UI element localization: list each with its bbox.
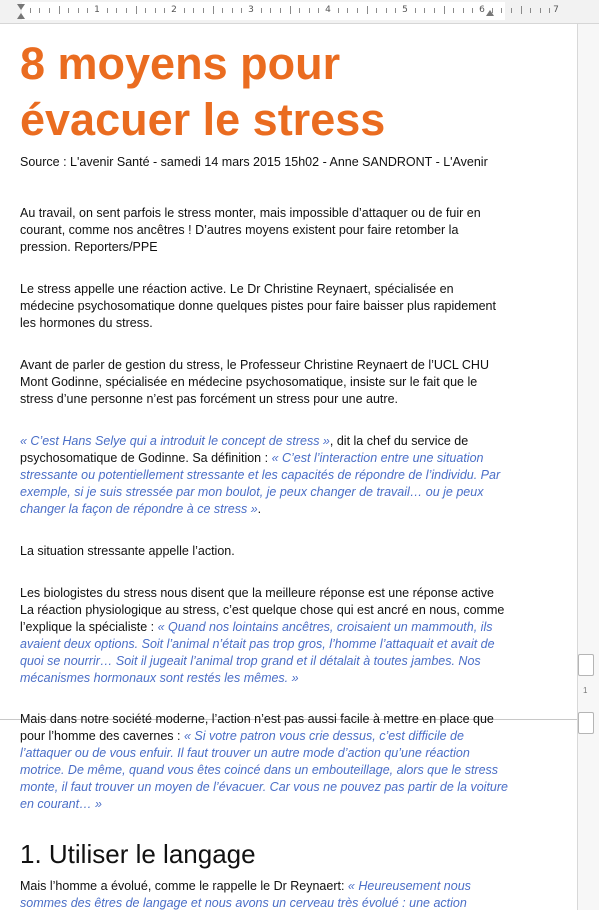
ruler-tick — [107, 8, 108, 13]
ruler-tick — [530, 8, 531, 13]
ruler-tick — [116, 8, 117, 13]
ruler-tick — [424, 8, 425, 13]
ruler-tick — [395, 8, 396, 13]
ruler-tick — [540, 8, 541, 13]
ruler-tick — [30, 8, 31, 13]
ruler-tick — [463, 8, 464, 13]
ruler-tick — [193, 8, 194, 13]
ruler-tick — [434, 8, 435, 13]
ruler-tick — [299, 8, 300, 13]
ruler-tick — [549, 8, 550, 13]
document-body[interactable] — [20, 36, 510, 910]
ruler-tick — [280, 8, 281, 13]
ruler-tick — [261, 8, 262, 13]
ruler-tick — [386, 8, 387, 13]
ruler-tick — [309, 8, 310, 13]
ruler-number: 4 — [325, 5, 331, 15]
ruler-tick — [501, 8, 502, 13]
right-gutter — [577, 24, 599, 910]
ruler-tick — [39, 8, 40, 13]
ruler-tick — [213, 6, 214, 14]
left-indent-marker[interactable] — [17, 13, 25, 19]
paragraph — [20, 433, 510, 518]
page-number: 1 — [583, 686, 588, 695]
first-line-indent-marker[interactable] — [17, 4, 25, 10]
paragraph-text: Mais dans notre société moderne, l’action n’est pas aussi facile à mettre en place que pour l’homme des cavernes : — [20, 712, 494, 743]
ruler-tick — [453, 8, 454, 13]
ruler-tick — [68, 8, 69, 13]
horizontal-ruler[interactable] — [0, 0, 599, 24]
paragraph-text: Les biologistes du stress nous disent que la meilleure réponse est une réponse active La réaction physiologique au stress, c’est quelque chose qui est ancré en nous, comme l’explique la spécialiste : — [20, 586, 505, 634]
ruler-number: 6 — [479, 5, 485, 15]
ruler-tick — [511, 8, 512, 13]
paragraph-text: , dit la chef du service de psychosomatique de Godinne. Sa définition : — [20, 434, 469, 465]
ruler-tick — [472, 8, 473, 13]
ruler-tick — [444, 6, 445, 14]
quote-text: « Quand nos lointains ancêtres, croisaient un mammouth, ils avaient deux options. Soit l’animal n’était pas trop gros, l’homme l’attaquait et avait de quoi se nourrir… Soit il jugeait l’animal trop grand et il détalait à toutes jambes. Nos mécanismes hormonaux sont restés les mêmes. » — [20, 620, 495, 685]
ruler-tick — [126, 8, 127, 13]
comment-marker[interactable] — [578, 712, 594, 734]
ruler-tick — [136, 6, 137, 14]
paragraph: Le stress appelle une réaction active. Le Dr Christine Reynaert, spécialisée en médecine psychosomatique donne quelques pistes pour faire baisser plus rapidement les hormones du stress. — [20, 282, 496, 330]
ruler-tick — [155, 8, 156, 13]
ruler-tick — [232, 8, 233, 13]
ruler-tick — [78, 8, 79, 13]
paragraph-text: . — [257, 502, 262, 516]
paragraph — [20, 711, 510, 813]
quote-text: « C’est Hans Selye qui a introduit le concept de stress » — [20, 434, 330, 448]
ruler-tick — [357, 8, 358, 13]
quote-text: « Si votre patron vous crie dessus, c’est difficile de l’attaquer ou de vous enfuir. Il faut trouver un autre mode d’action qu’une réaction motrice. De même, quand vous êtes coincé dans un embouteillage, alors que le stress monte, il faut trouver un moyen de l’évacuer. Car vous ne pouvez pas partir de la voiture en courant… » — [20, 729, 508, 811]
ruler-number: 2 — [171, 5, 177, 15]
ruler-tick — [164, 8, 165, 13]
ruler-tick — [521, 6, 522, 14]
ruler-tick — [145, 8, 146, 13]
quote-text: « Heureusement nous sommes des êtres de langage et nous avons un cerveau très évolué : une action — [20, 879, 471, 910]
ruler-tick — [415, 8, 416, 13]
paragraph — [20, 878, 510, 912]
ruler-tick — [347, 8, 348, 13]
ruler-tick — [87, 8, 88, 13]
ruler-number: 7 — [553, 5, 559, 15]
document-title: 8 moyens pour évacuer le stress — [20, 38, 386, 145]
ruler-tick — [184, 8, 185, 13]
ruler-tick — [203, 8, 204, 13]
quote-text: « C’est l’interaction entre une situation stressante ou potentiellement stressante et les capacités de répondre de l’individu. Par exemple, si je suis stressée par mon boulot, je peux changer de travail… ou je peux changer la façon de répondre à ce stress » — [20, 451, 501, 516]
ruler-tick — [290, 6, 291, 14]
section-heading: 1. Utiliser le langage — [20, 839, 256, 869]
ruler-tick — [241, 8, 242, 13]
ruler-tick — [49, 8, 50, 13]
ruler-tick — [492, 8, 493, 13]
ruler-tick — [318, 8, 319, 13]
ruler-number: 5 — [402, 5, 408, 15]
paragraph: Avant de parler de gestion du stress, le Professeur Christine Reynaert de l’UCL CHU Mont Godinne, spécialisée en médecine psychosomatique, insiste sur le fait que le stress d’une personne n’est pas forcément un stress pour une autre. — [20, 358, 489, 406]
ruler-tick — [367, 6, 368, 14]
paragraph-text: Mais l’homme a évolué, comme le rappelle le Dr Reynaert: — [20, 879, 348, 893]
ruler-tick — [338, 8, 339, 13]
paragraph: La situation stressante appelle l’action. — [20, 544, 235, 558]
ruler-number: 1 — [94, 5, 100, 15]
paragraph — [20, 585, 510, 687]
comment-marker[interactable] — [578, 654, 594, 676]
source-line: Source : L'avenir Santé - samedi 14 mars 2015 15h02 - Anne SANDRONT - L'Avenir — [20, 155, 488, 169]
ruler-tick — [222, 8, 223, 13]
ruler-tick — [59, 6, 60, 14]
ruler-tick — [376, 8, 377, 13]
paragraph: Au travail, on sent parfois le stress monter, mais impossible d’attaquer ou de fuir en courant, comme nos ancêtres ! D’autres moyens existent pour faire retomber la pression. Reporters/PPE — [20, 206, 481, 254]
ruler-number: 3 — [248, 5, 254, 15]
ruler-tick — [270, 8, 271, 13]
